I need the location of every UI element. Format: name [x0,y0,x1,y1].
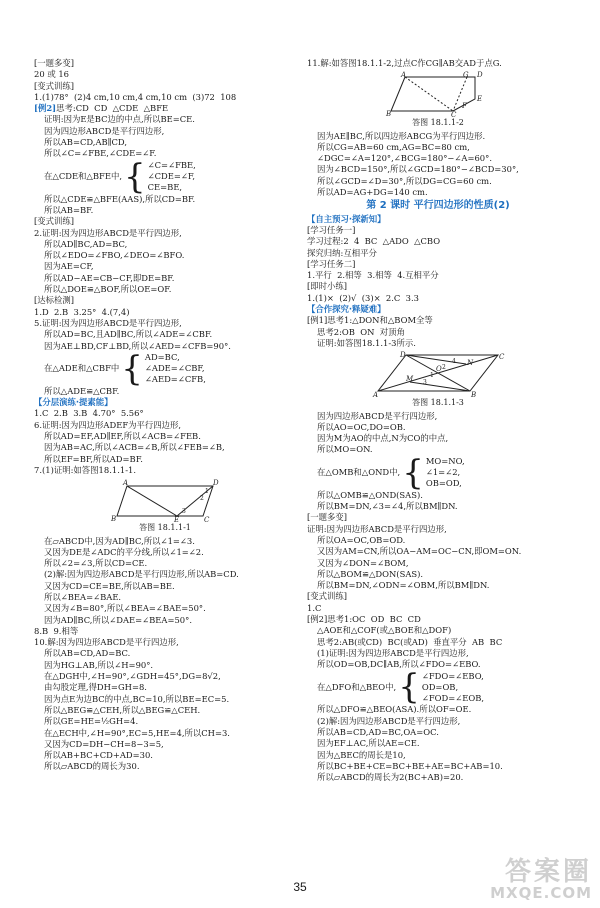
text-line: 1.C [307,602,322,613]
text-line: 因为四边形ABCD是平行四边形, [44,125,165,136]
text-line: 所以AB=CD,AD=BC,OA=OC. [317,727,439,738]
system-item: ∠CDE=∠F, [147,171,196,182]
equation-system [307,667,569,708]
text-line: 因为点E为边BC的中点,BC=10,所以BE=EC=5. [44,693,230,704]
brace-symbol: { [121,348,143,389]
label-a: A [373,391,379,398]
text-line: 因为AE∥BC,所以四边形ABCG为平行四边形. [317,130,486,141]
system-item: ∠FDO=∠EBO, [421,670,484,681]
text-line: 所以AB=BF. [44,204,94,215]
right-column [307,58,569,784]
text-line: 1.(1)× (2)√ (3)× 2.C 3.3 [307,292,419,303]
section-heading-explore: 【合作探究·释疑难】 [307,304,386,315]
text-line: 学习过程:2 4 BC △ADO △CBO [307,236,441,247]
system-item: OD=OB, [421,681,459,692]
text-line: 所以AD=BC,且AD∥BC,所以∠ADE=∠CBF. [44,329,213,340]
example-text: 思考:CD CD △CDE △BFE [56,103,169,114]
text-line: 所以AD−AE=CB−CF,即DE=BF. [44,272,175,283]
text-line: 所以△DOE≌△BOF,所以OE=OF. [44,284,172,295]
text-line: 因为AE=CF, [44,261,94,272]
label-c: C [204,516,210,523]
equation-system [307,452,569,493]
text-line: 所以AD=EF,AD∥EF,所以∠ACB=∠FEB. [44,431,201,442]
text-line: 在▱ABCD中,因为AD∥BC,所以∠1=∠3. [44,535,195,546]
system-item: ∠C=∠FBE, [147,159,196,170]
text-line: 因为AB=AC,所以∠ACB=∠B,所以∠FEB=∠B, [44,442,225,453]
text-line: 又因为CD=CE=BE,所以AB=BE. [44,580,175,591]
brace-symbol: { [398,667,420,708]
angle-4: 4 [452,358,456,366]
brace-symbol: { [402,452,424,493]
label-n: N [467,359,474,368]
text-line: 2.证明:因为四边形ABCD是平行四边形, [34,227,182,238]
text-line: (1)证明:因为四边形ABCD是平行四边形, [317,647,469,658]
text-line: 又因为∠B=80°,所以∠BEA=∠BAE=50°. [44,603,206,614]
system-prefix: 在△CDE和△BFE中, [44,171,122,182]
text-line: 所以BM=DN,∠3=∠4,所以BM∥DN. [317,501,458,512]
text-line: 由勾股定理,得DH=GH=8. [44,682,147,693]
brace-symbol: { [123,156,146,197]
heading-task-1: [学习任务一] [307,224,356,235]
system-prefix: 在△ADE和△CBF中 [44,363,120,374]
text-line: 又因为CD=DH−CH=8−3=5, [44,738,164,749]
heading-training: [变式训练] [34,80,75,91]
text-line: 因为M为AO的中点,N为CO的中点, [317,433,449,444]
label-e: E [477,95,483,104]
text-line: 因为四边形ABCD是平行四边形, [317,410,438,421]
label-b: B [111,515,117,523]
angle-2: 2 [442,364,446,372]
angle-1: 1 [205,488,209,496]
watermark-logo-text: 答案圈 [504,857,592,887]
text-line: 所以AO=OC,DO=OB. [317,421,406,432]
text-line: 1.(1)78° (2)4 cm,10 cm,4 cm,10 cm (3)72 108 [34,91,237,102]
label-g: G [463,71,469,80]
text-line: 所以BM=DN,∠ODN=∠OBM,所以BM∥DN. [317,580,490,591]
page-number: 35 [293,880,307,894]
text-line: △AOE和△COF(或△BOE和△DOF) [317,625,452,636]
text-line: 证明:因为四边形ABCD是平行四边形, [307,523,447,534]
label-d: D [477,71,483,80]
text-line: 20 或 16 [34,69,70,80]
text-line: 所以AB=CD,AD=BC. [44,648,131,659]
text-line: 1.C 2.B 3.B 4.70° 5.56° [34,408,144,419]
text-line: 所以AD=AG+DG=140 cm. [317,187,428,198]
heading-quick-practice: [即时小练] [307,281,348,292]
text-line: 6.证明:因为四边形ADEF为平行四边形, [34,419,182,430]
text-line: 又因为DE是∠ADC的平分线,所以∠1=∠2. [44,546,204,557]
text-line: 因为△BEC的周长是10, [317,749,406,760]
text-line: 所以△ADE≌△CBF. [44,385,120,396]
text-line: 所以▱ABCD的周长为2(BC+AB)=20. [317,772,464,783]
figure-caption: 答图 18.1.1-3 [412,398,464,408]
text-line: 因为AD∥BC,所以∠DAE=∠BEA=50°. [44,614,192,625]
label-o: O [436,365,442,374]
system-item: AD=BC, [144,351,180,362]
text-line: 所以∠BEA=∠BAE. [44,591,122,602]
text-line: 所以∠2=∠3,所以CD=CE. [44,558,148,569]
label-b: B [471,391,477,398]
system-item: ∠ADE=∠CBF, [144,363,205,374]
text-line: 11.解:如答图18.1.1-2,过点C作CG∥AB交AD于点G. [307,58,502,68]
heading-task-2: [学习任务二] [307,258,356,269]
text-line: 证明:如答图18.1.1-3所示. [317,337,416,348]
text-line: 所以CG=AB=60 cm,AG=BC=80 cm, [317,141,470,152]
heading-variant: [一题多变] [34,58,75,68]
text-line: 7.(1)证明:如答图18.1.1-1. [34,464,137,475]
text-line: 8.B 9.相等 [34,625,79,636]
text-line: 又因为∠DON=∠BOM, [317,557,409,568]
text-line: 所以EF=BF,所以AD=BF. [44,453,143,464]
heading-training: [变式训练] [34,216,75,227]
figure-18-1-1-2 [383,71,493,117]
text-line: 所以AD∥BC,AD=BC, [44,238,128,249]
equation-system [34,348,296,389]
label-m: M [406,375,414,384]
text-line: 所以AB=CD,AB∥CD, [44,137,128,148]
text-line: 所以MO=ON. [317,444,373,455]
text-line: (2)解:因为四边形ABCD是平行四边形, [317,715,461,726]
label-a: A [401,71,407,80]
left-column [34,58,296,773]
text-line: 因为∠BCD=150°,所以∠GCD=180°−∠BCD=30°, [317,164,519,175]
section-heading-preview: 【自主预习·探新知】 [307,213,386,224]
text-line: 在△ECH中,∠H=90°,EC=5,HE=4,所以CH=3. [44,727,230,738]
equation-system [34,156,296,197]
text-line: (2)解:因为四边形ABCD是平行四边形,所以AB=CD. [44,569,239,580]
system-item: OB=OD, [425,478,462,489]
label-e: E [174,516,180,523]
angle-3: 3 [423,379,427,387]
text-line: 思考2:AB(或CD) BC(或AD) 垂直平分 AB BC [317,636,503,647]
text-line: 因为HG⊥AB,所以∠H=90°. [44,659,154,670]
figure-18-1-1-1 [105,478,225,522]
text-line: 所以BC+BE+CE=BC+BE+AE=BC+AB=10. [317,760,503,771]
text-line: 所以∠GCD=∠D=30°,所以DG=CG=60 cm. [317,175,492,186]
text-line: 所以OA=OC,OB=OD. [317,534,406,545]
system-item: MO=NO, [425,455,465,466]
text-line: 所以∠C=∠FBE,∠CDE=∠F. [44,148,157,159]
system-item: ∠FOD=∠EOB, [421,693,485,704]
text-line: 因为EF⊥AC,所以AE=CE. [317,738,420,749]
text-line: ∠DGC=∠A=120°,∠BCG=180°−∠A=60°. [317,153,492,164]
text-line: 因为AE⊥BD,CF⊥BD,所以∠AED=∠CFB=90°. [44,340,231,351]
angle-3: 3 [182,508,186,516]
text-line: 1.D 2.B 3.25° 4.(7,4) [34,306,130,317]
text-line: 1.平行 2.相等 3.相等 4.互相平分 [307,270,439,281]
label-d: D [400,351,406,360]
system-item: CE=BE, [147,182,183,193]
angle-2: 2 [200,495,204,503]
figure-18-1-1-3 [368,351,508,397]
heading-training: [变式训练] [307,591,348,602]
text-line: 所以∠EDO=∠FBO,∠DEO=∠BFO. [44,250,185,261]
angle-1: 1 [430,372,434,380]
example-2-line [34,103,296,114]
heading-variant: [一题多变] [307,512,348,523]
text-line: 思考2:OB ON 对顶角 [317,326,405,337]
text-line: 10.解:因为四边形ABCD是平行四边形, [34,637,179,648]
text-line: 所以△BOM≌△DON(SAS). [317,568,424,579]
text-line: 证明:因为E是BC边的中点,所以BE=CE. [44,114,195,125]
label-c: C [499,353,505,362]
section-heading-practice: 【分层演练·提素能】 [34,397,113,408]
system-item: ∠1=∠2, [425,467,461,478]
text-line: 所以△BEG≌△CEH,所以△BEG≌△CEH. [44,704,201,715]
figure-caption: 答图 18.1.1-2 [412,118,464,128]
label-b: B [386,110,392,118]
label-f: F [462,102,467,111]
text-line: 5.证明:因为四边形ABCD是平行四边形, [34,317,182,328]
text-line: 所以▱ABCD的周长为30. [44,761,140,772]
text-line: [例1]思考1:△DON和△BOM全等 [307,315,433,326]
text-line: 所以△OMB≌△OND(SAS). [317,489,423,500]
text-line: 所以GE=HE=½GH=4. [44,716,139,727]
system-prefix: 在△OMB和△OND中, [317,467,401,478]
system-prefix: 在△DFO和△BEO中, [317,681,397,692]
text-line: 又因为AM=CN,所以OA−AM=OC−CN,即OM=ON. [317,546,522,557]
system-item: ∠AED=∠CFB, [144,374,206,385]
text-line: 所以OD=OB,DC∥AB,所以∠FDO=∠EBO. [317,659,481,670]
heading-check: [达标检测] [34,295,75,306]
example-tag: [例2] [34,103,57,114]
lesson-title: 第 2 课时 平行四边形的性质(2) [366,200,510,212]
text-line: [例2]思考1:OC OD BC CD [307,613,421,624]
label-d: D [213,479,219,488]
text-line: 探究归纳:互相平分 [307,247,377,258]
text-line: 在△DGH中,∠H=90°,∠GDH=45°,DG=8√2, [44,671,221,682]
text-line: 所以AB+BC+CD+AD=30. [44,750,153,761]
figure-caption: 答图 18.1.1-1 [139,523,191,533]
label-c: C [451,111,457,118]
text-line: 所以△CDE≌△BFE(AAS),所以CD=BF. [44,193,196,204]
watermark-url: MXQE.COM [490,884,592,902]
watermark [490,851,592,902]
text-line: 所以△DFO≌△BEO(ASA).所以OF=OE. [317,704,472,715]
label-a: A [123,479,129,488]
